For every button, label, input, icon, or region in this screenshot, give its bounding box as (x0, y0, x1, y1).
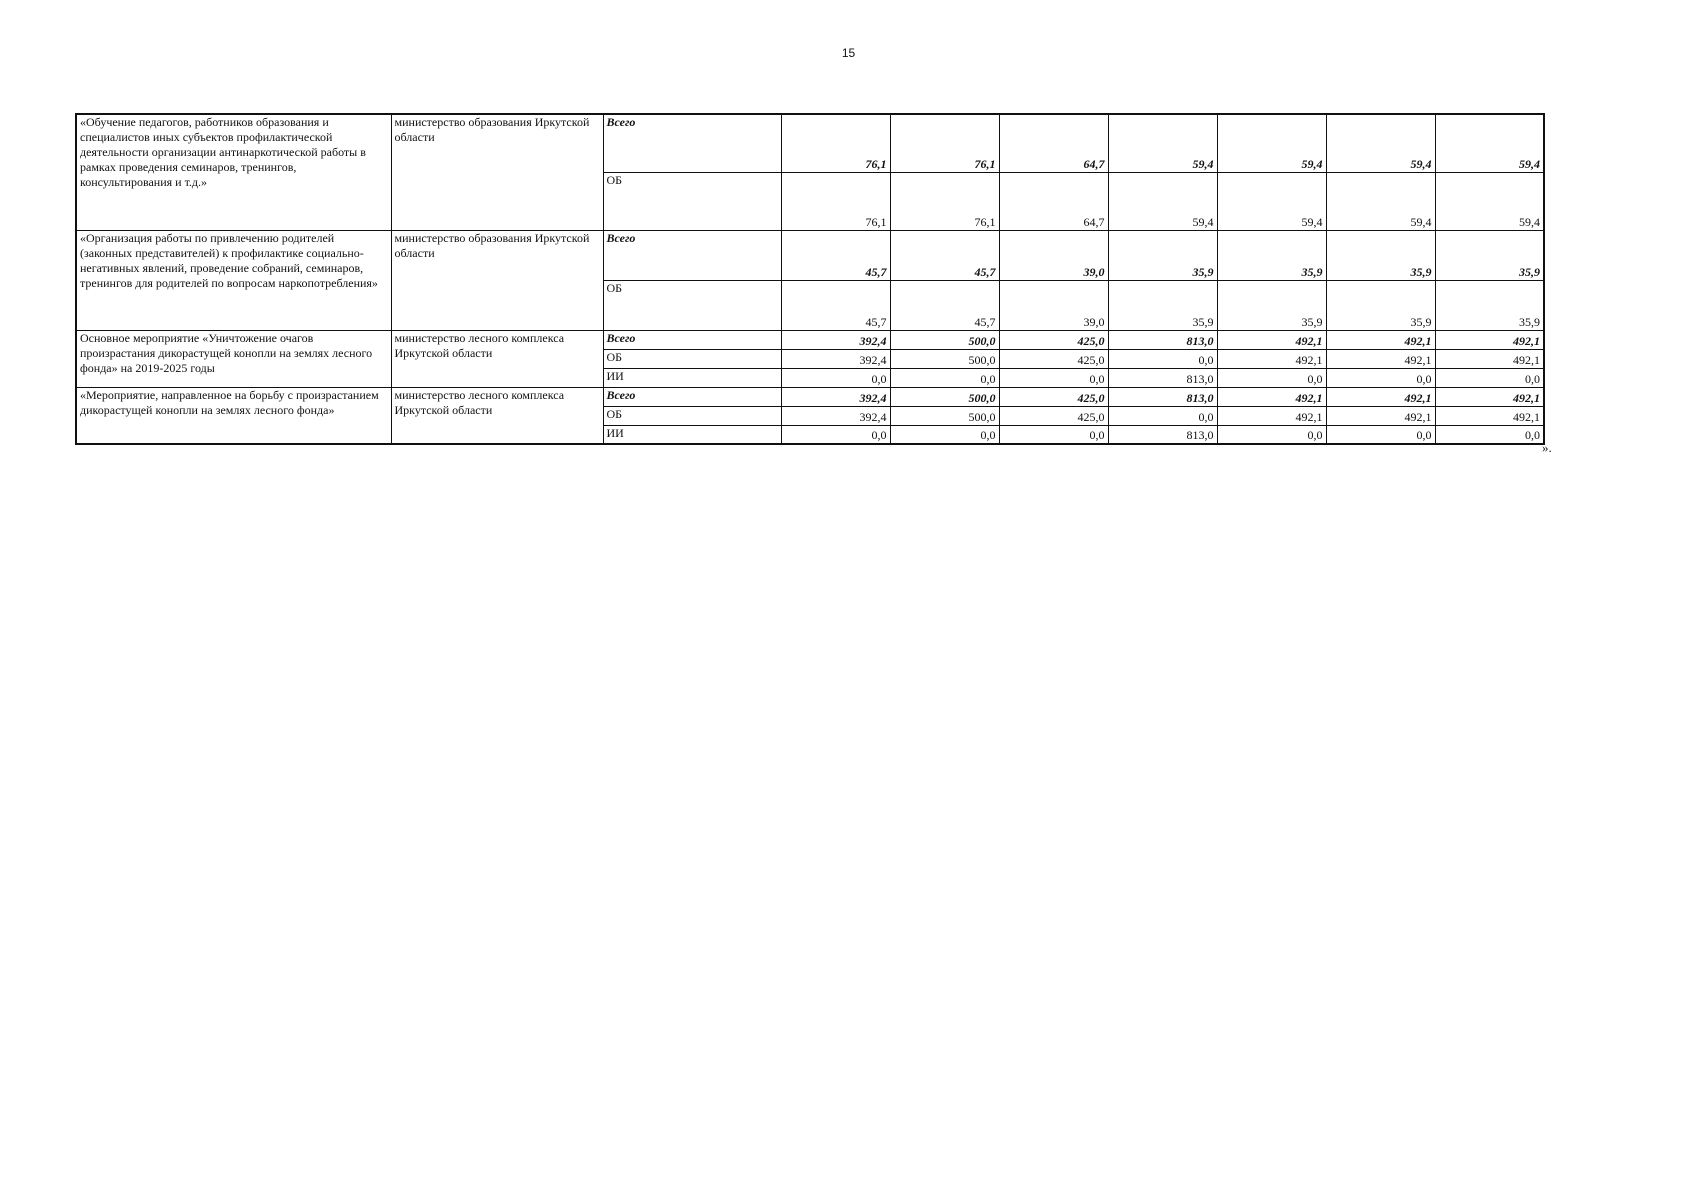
funding-source-cell: ИИ (603, 425, 781, 444)
value-cell: 0,0 (1326, 425, 1435, 444)
measure-name-cell: «Мероприятие, направленное на борьбу с произрастанием дикорастущей конопли на землях лесного фонда» (76, 387, 391, 444)
value-cell: 0,0 (781, 368, 890, 387)
funding-source-cell: ОБ (603, 406, 781, 425)
value-cell: 500,0 (890, 330, 999, 349)
value-cell: 35,9 (1217, 280, 1326, 330)
value-cell: 0,0 (999, 425, 1108, 444)
funding-source-cell: Всего (603, 114, 781, 172)
value-cell: 35,9 (1217, 230, 1326, 280)
value-cell: 492,1 (1326, 406, 1435, 425)
value-cell: 813,0 (1108, 387, 1217, 406)
funding-source-cell: ОБ (603, 280, 781, 330)
table-row (76, 330, 1544, 349)
value-cell: 492,1 (1435, 330, 1544, 349)
table-row (76, 230, 1544, 280)
value-cell: 0,0 (999, 368, 1108, 387)
value-cell: 59,4 (1217, 114, 1326, 172)
value-cell: 813,0 (1108, 425, 1217, 444)
value-cell: 492,1 (1217, 349, 1326, 368)
value-cell: 813,0 (1108, 368, 1217, 387)
value-cell: 0,0 (1217, 425, 1326, 444)
value-cell: 492,1 (1435, 387, 1544, 406)
value-cell: 45,7 (890, 230, 999, 280)
funding-source-cell: Всего (603, 330, 781, 349)
value-cell: 0,0 (1108, 406, 1217, 425)
value-cell: 492,1 (1326, 330, 1435, 349)
value-cell: 492,1 (1435, 406, 1544, 425)
funding-table (75, 113, 1545, 445)
value-cell: 59,4 (1108, 172, 1217, 230)
value-cell: 813,0 (1108, 330, 1217, 349)
table-row (76, 387, 1544, 406)
measure-name-cell: Основное мероприятие «Уничтожение очагов произрастания дикорастущей конопли на землях лесного фонда» на 2019-2025 годы (76, 330, 391, 387)
value-cell: 392,4 (781, 330, 890, 349)
closing-quote: ». (1542, 440, 1552, 455)
value-cell: 492,1 (1217, 406, 1326, 425)
funding-source-cell: Всего (603, 387, 781, 406)
value-cell: 0,0 (781, 425, 890, 444)
value-cell: 45,7 (890, 280, 999, 330)
value-cell: 500,0 (890, 387, 999, 406)
value-cell: 45,7 (781, 230, 890, 280)
value-cell: 392,4 (781, 349, 890, 368)
value-cell: 492,1 (1326, 349, 1435, 368)
funding-source-cell: Всего (603, 230, 781, 280)
value-cell: 492,1 (1435, 349, 1544, 368)
funding-source-cell: ОБ (603, 172, 781, 230)
value-cell: 0,0 (1435, 425, 1544, 444)
value-cell: 39,0 (999, 230, 1108, 280)
value-cell: 39,0 (999, 280, 1108, 330)
value-cell: 59,4 (1217, 172, 1326, 230)
organization-cell: министерство лесного комплекса Иркутской области (391, 330, 603, 387)
organization-cell: министерство образования Иркутской области (391, 230, 603, 330)
value-cell: 425,0 (999, 406, 1108, 425)
value-cell: 492,1 (1326, 387, 1435, 406)
organization-cell: министерство лесного комплекса Иркутской области (391, 387, 603, 444)
value-cell: 35,9 (1435, 280, 1544, 330)
value-cell: 59,4 (1326, 172, 1435, 230)
value-cell: 35,9 (1326, 230, 1435, 280)
organization-cell: министерство образования Иркутской области (391, 114, 603, 230)
value-cell: 425,0 (999, 387, 1108, 406)
value-cell: 425,0 (999, 330, 1108, 349)
value-cell: 59,4 (1108, 114, 1217, 172)
value-cell: 35,9 (1108, 280, 1217, 330)
value-cell: 64,7 (999, 172, 1108, 230)
measure-name-cell: «Организация работы по привлечению родителей (законных представителей) к профилактике социально-негативных явлений, проведение собраний, семинаров, тренингов для родителей по вопросам наркопотребления» (76, 230, 391, 330)
value-cell: 0,0 (1435, 368, 1544, 387)
value-cell: 392,4 (781, 387, 890, 406)
value-cell: 76,1 (890, 172, 999, 230)
value-cell: 500,0 (890, 349, 999, 368)
page-number: 15 (841, 46, 856, 60)
value-cell: 0,0 (1217, 368, 1326, 387)
value-cell: 59,4 (1435, 172, 1544, 230)
value-cell: 500,0 (890, 406, 999, 425)
value-cell: 64,7 (999, 114, 1108, 172)
value-cell: 392,4 (781, 406, 890, 425)
value-cell: 492,1 (1217, 330, 1326, 349)
value-cell: 35,9 (1108, 230, 1217, 280)
value-cell: 35,9 (1326, 280, 1435, 330)
value-cell: 35,9 (1435, 230, 1544, 280)
value-cell: 0,0 (890, 425, 999, 444)
funding-source-cell: ОБ (603, 349, 781, 368)
value-cell: 76,1 (781, 114, 890, 172)
value-cell: 0,0 (1108, 349, 1217, 368)
value-cell: 492,1 (1217, 387, 1326, 406)
funding-source-cell: ИИ (603, 368, 781, 387)
value-cell: 76,1 (890, 114, 999, 172)
measure-name-cell: «Обучение педагогов, работников образования и специалистов иных субъектов профилактической деятельности организации антинаркотической работы в рамках проведения семинаров, тренингов, консультирования и т.д.» (76, 114, 391, 230)
value-cell: 425,0 (999, 349, 1108, 368)
value-cell: 0,0 (1326, 368, 1435, 387)
value-cell: 0,0 (890, 368, 999, 387)
value-cell: 59,4 (1326, 114, 1435, 172)
table-row (76, 114, 1544, 172)
value-cell: 76,1 (781, 172, 890, 230)
value-cell: 45,7 (781, 280, 890, 330)
value-cell: 59,4 (1435, 114, 1544, 172)
